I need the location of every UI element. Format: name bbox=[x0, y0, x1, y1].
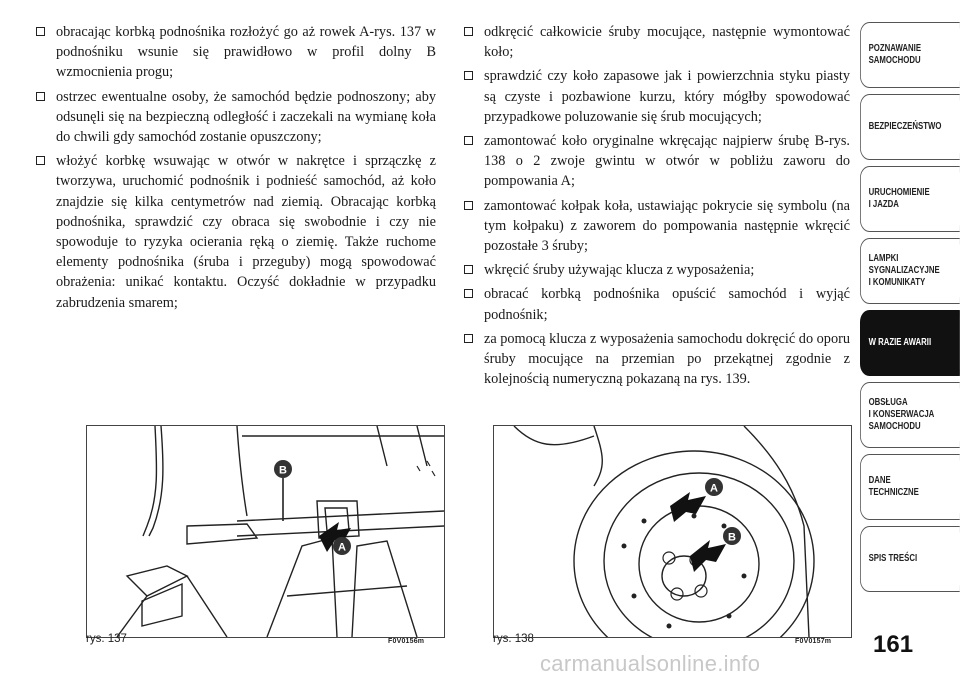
tab-w-razie-awarii[interactable]: W RAZIE AWARII bbox=[860, 310, 960, 376]
figure-jack-illustration bbox=[86, 425, 445, 638]
chapter-tabs bbox=[860, 22, 960, 598]
list-item: obracając korbką podnośnika rozłożyć go aż rowek A-rys. 137 w podnośniku wsunie się prawidłowo w profil dolny B wzmocnienia progu; bbox=[36, 22, 436, 83]
watermark: carmanualsonline.info bbox=[540, 651, 761, 676]
label-a: A bbox=[338, 541, 346, 554]
list-item: ostrzec ewentualne osoby, że samochód będzie podnoszony; aby odsunęli się na bezpieczną odległość i zaczekali na wymianę koła do chwili gdy samochód zostanie opuszczony; bbox=[36, 87, 436, 148]
checkbox-bullet-icon bbox=[464, 71, 473, 80]
tab-poznawanie-samochodu[interactable]: POZNAWANIE SAMOCHODU bbox=[860, 22, 960, 88]
label-a: A bbox=[710, 482, 718, 495]
list-item: odkręcić całkowicie śruby mocujące, następnie wymontować koło; bbox=[464, 22, 850, 62]
checkbox-bullet-icon bbox=[36, 92, 45, 101]
left-text-column bbox=[36, 22, 436, 317]
figure-code: F0V0157m bbox=[795, 638, 832, 645]
figure-caption: rys. 138 bbox=[493, 633, 534, 645]
list-item: sprawdzić czy koło zapasowe jak i powierzchnia styku piasty są czyste i pozbawione kurzu, który mógłby spowodować przypadkowe poluzowanie się śrub mocujących; bbox=[464, 66, 850, 127]
list-item: obracać korbką podnośnika opuścić samochód i wyjąć podnośnik; bbox=[464, 284, 850, 324]
tab-dane-techniczne[interactable]: DANE TECHNICZNE bbox=[860, 454, 960, 520]
list-item: zamontować kołpak koła, ustawiając pokrycie się symbolu (na tym kołpaku) z zaworem do pompowania następnie wkręcić pozostałe 3 śruby; bbox=[464, 196, 850, 257]
checkbox-bullet-icon bbox=[464, 334, 473, 343]
checkbox-bullet-icon bbox=[464, 201, 473, 210]
figure-caption: rys. 137 bbox=[86, 633, 127, 645]
list-item: włożyć korbkę wsuwając w otwór w nakrętce i sprzączkę z tworzywa, uruchomić podnośnik i podnieść samochód, aż koło znajdzie się kilka centymetrów nad ziemią. Obracając korbką podnośnika, sprawdzić czy obraca się swobodnie i czy nie spowoduje to ryzyka ocierania ręką o ziemię. Także ruchome elementy podnośnika (śruba i przeguby) mogą spowodować obrażenia: unikać kontaktu. Oczyść dokładnie w przypadku zabrudzenia smarem; bbox=[36, 151, 436, 313]
checkbox-bullet-icon bbox=[464, 265, 473, 274]
checkbox-bullet-icon bbox=[464, 136, 473, 145]
label-b: B bbox=[279, 464, 287, 477]
list-item: za pomocą klucza z wyposażenia samochodu dokręcić do oporu śruby mocujące na przemian po przekątnej zgodnie z kolejnością numeryczną pokazaną na rys. 139. bbox=[464, 329, 850, 390]
right-text-column bbox=[464, 22, 850, 393]
list-item: wkręcić śruby używając klucza z wyposażenia; bbox=[464, 260, 850, 280]
checkbox-bullet-icon bbox=[464, 27, 473, 36]
tab-spis-tresci[interactable]: SPIS TREŚCI bbox=[860, 526, 960, 592]
list-item: zamontować koło oryginalne wkręcając najpierw śrubę B-rys. 138 o 2 zwoje gwintu w otwór w pobliżu zaworu do pompowania A; bbox=[464, 131, 850, 192]
tab-obsluga-i-konserwacja[interactable]: OBSŁUGA I KONSERWACJA SAMOCHODU bbox=[860, 382, 960, 448]
label-b: B bbox=[728, 531, 736, 544]
page-number: 161 bbox=[873, 631, 914, 658]
checkbox-bullet-icon bbox=[36, 156, 45, 165]
tab-lampki-sygnalizacyjne[interactable]: LAMPKI SYGNALIZACYJNE I KOMUNIKATY bbox=[860, 238, 960, 304]
tab-uruchomienie-i-jazda[interactable]: URUCHOMIENIE I JAZDA bbox=[860, 166, 960, 232]
tab-bezpieczenstwo[interactable]: BEZPIECZEŃSTWO bbox=[860, 94, 960, 160]
figure-code: F0V0156m bbox=[388, 638, 425, 645]
figure-wheel-illustration bbox=[493, 425, 852, 638]
checkbox-bullet-icon bbox=[464, 289, 473, 298]
checkbox-bullet-icon bbox=[36, 27, 45, 36]
